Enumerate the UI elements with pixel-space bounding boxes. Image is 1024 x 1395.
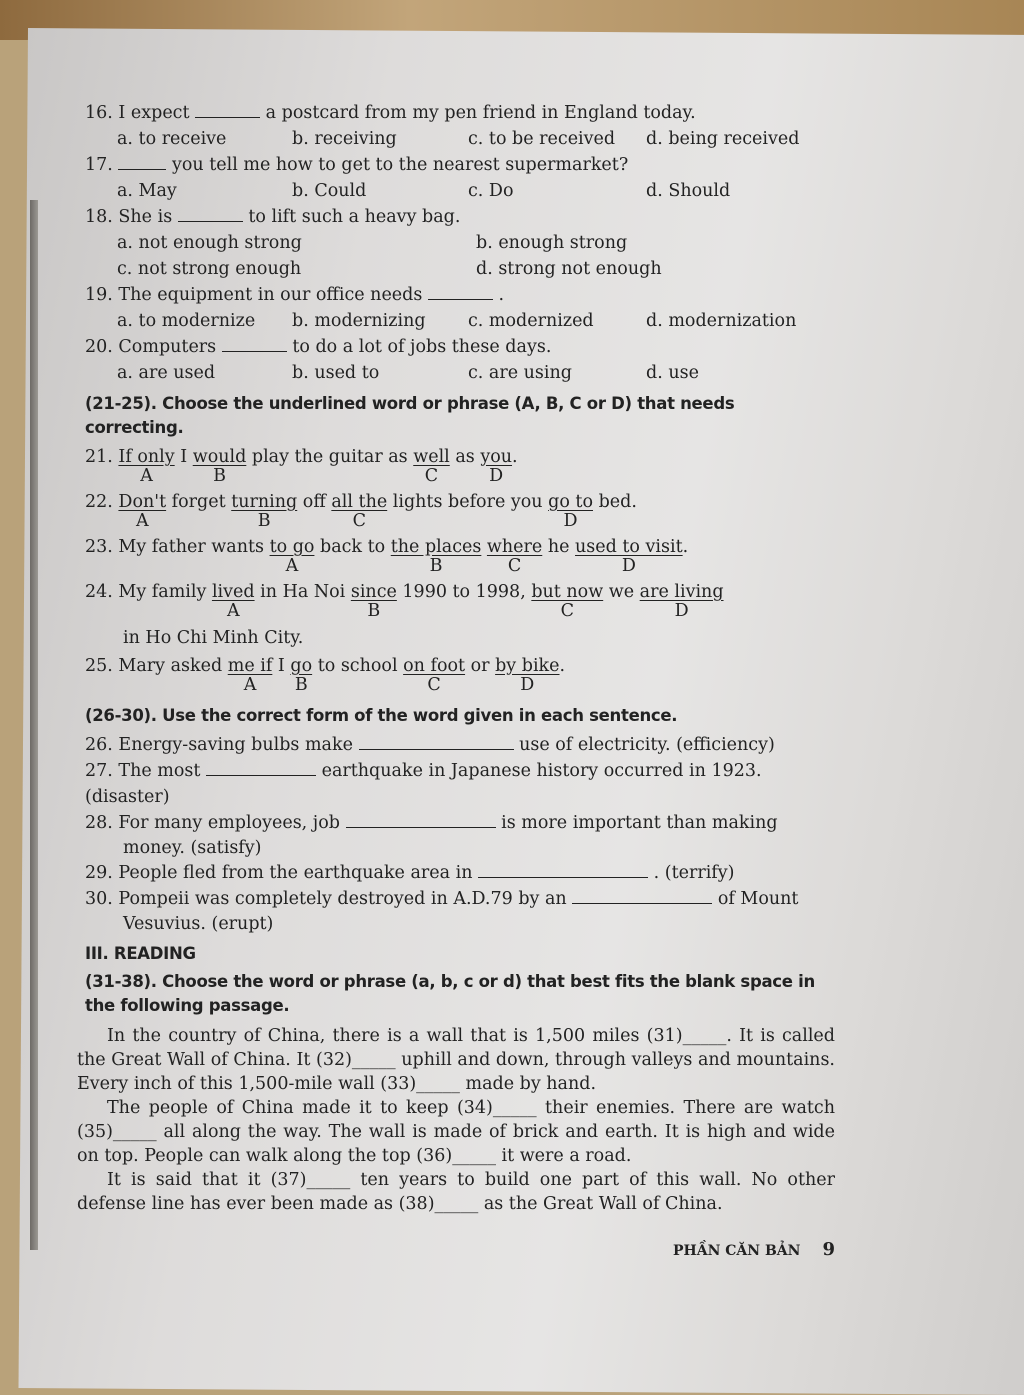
answer-options <box>85 308 835 334</box>
underlined-option[interactable] <box>403 653 466 695</box>
option-letter: D <box>674 601 689 621</box>
answer-option[interactable]: c. to be received <box>468 129 616 149</box>
sentence-text: . <box>559 656 566 676</box>
stem-after: of Mount <box>717 889 799 909</box>
section-heading-21-25: (21-25). Choose the underlined word or phrase (A, B, C or D) that needs correcting. <box>85 394 735 437</box>
answer-option[interactable]: c. not strong enough <box>117 259 302 279</box>
error-correction-section <box>85 444 835 698</box>
stem-before: Pompeii was completely destroyed in A.D.79 by an <box>118 889 567 909</box>
answer-blank[interactable] <box>428 283 493 300</box>
passage-paragraph: It is said that it (37)_____ ten years to build one part of this wall. No other defense line has ever been made as (38)_____ as the Great Wall of China. <box>77 1170 835 1214</box>
exercise-content <box>77 100 835 1263</box>
underlined-option[interactable] <box>486 534 543 576</box>
page-footer <box>85 1238 835 1263</box>
section-heading-31-38: (31-38). Choose the word or phrase (a, b, c or d) that best fits the blank space in the following passage. <box>85 972 815 1015</box>
question-17 <box>85 152 835 204</box>
question-29 <box>85 860 835 886</box>
question-number: 25. <box>85 656 113 676</box>
underlined-text: would <box>192 447 247 467</box>
question-stem <box>85 334 835 360</box>
option-letter: D <box>489 466 504 486</box>
stem-after: . (terrify) <box>653 863 735 883</box>
option-letter: B <box>367 601 381 621</box>
answer-option[interactable]: b. modernizing <box>292 311 426 331</box>
stem-after: . <box>498 285 505 305</box>
sentence-text: or <box>465 656 496 676</box>
answer-option[interactable]: c. are using <box>468 363 572 383</box>
question-number: 21. <box>85 447 113 467</box>
underlined-option[interactable] <box>390 534 482 576</box>
answer-blank[interactable] <box>478 861 648 878</box>
question-21 <box>85 444 835 489</box>
sentence-text: off <box>297 492 332 512</box>
underlined-option[interactable] <box>118 444 175 486</box>
answer-option[interactable]: d. use <box>646 363 699 383</box>
stem-before: Computers <box>118 337 217 357</box>
stem-after: use of electricity. (efficiency) <box>519 735 775 755</box>
underlined-text: well <box>413 447 450 467</box>
answer-option[interactable]: c. Do <box>468 181 514 201</box>
question-number: 18. <box>85 207 113 227</box>
stem-after: to do a lot of jobs these days. <box>292 337 552 357</box>
sentence-text: forget <box>166 492 232 512</box>
sentence-text: to school <box>312 656 404 676</box>
sentence-text: My father wants <box>118 537 270 557</box>
stem-before: Energy-saving bulbs make <box>118 735 353 755</box>
sentence-text: play the guitar as <box>246 447 414 467</box>
sentence-text: . <box>512 447 518 467</box>
underlined-text: the places <box>390 537 482 557</box>
stem-before: I expect <box>118 103 190 123</box>
footer-label: PHẦN CĂN BẢN <box>673 1243 801 1259</box>
underlined-option[interactable] <box>639 579 724 621</box>
option-letter: A <box>226 601 240 621</box>
answer-option[interactable]: b. Could <box>292 181 367 201</box>
underlined-option[interactable] <box>413 444 450 486</box>
reading-passage <box>77 1024 835 1216</box>
question-23 <box>85 534 835 579</box>
answer-blank[interactable] <box>572 887 712 904</box>
stem-after: you tell me how to get to the nearest supermarket? <box>172 155 629 175</box>
sentence-text: 1990 to 1998, <box>396 582 532 602</box>
question-stem <box>85 152 835 178</box>
sentence-text: bed. <box>593 492 637 512</box>
sentence-text: we <box>603 582 640 602</box>
underlined-text: are living <box>639 582 724 602</box>
page-number: 9 <box>822 1239 835 1260</box>
underlined-option[interactable] <box>480 444 513 486</box>
underlined-text: all the <box>331 492 388 512</box>
question-28 <box>85 810 835 860</box>
underlined-option[interactable] <box>350 579 397 621</box>
question-number: 26. <box>85 735 113 755</box>
option-letter: D <box>621 556 636 576</box>
stem-before: For many employees, job <box>118 813 340 833</box>
stem-after: earthquake in Japanese history occurred in 1923. (disaster) <box>85 761 762 807</box>
question-16 <box>85 100 835 152</box>
answer-blank[interactable] <box>346 811 496 828</box>
question-30 <box>85 886 835 936</box>
option-letter: B <box>213 466 226 486</box>
underlined-text: where <box>486 537 543 557</box>
answer-option[interactable]: d. being received <box>646 129 800 149</box>
word-form-section <box>85 732 835 936</box>
sentence-text: My family <box>118 582 212 602</box>
question-number: 23. <box>85 537 113 557</box>
underlined-text: to go <box>269 537 315 557</box>
option-letter: A <box>140 466 153 486</box>
answer-options <box>85 360 835 386</box>
multiple-choice-section <box>85 100 835 386</box>
option-letter: B <box>257 511 271 531</box>
sentence-text: he <box>542 537 576 557</box>
answer-option[interactable]: a. to modernize <box>117 311 256 331</box>
section-title-reading: III. READING <box>85 944 196 963</box>
underlined-option[interactable] <box>548 489 593 531</box>
answer-option[interactable]: c. modernized <box>468 311 594 331</box>
underlined-text: used to visit <box>575 537 683 557</box>
underlined-text: go to <box>548 492 593 512</box>
sentence-text: lights before you <box>387 492 549 512</box>
underlined-text: me if <box>227 656 273 676</box>
underlined-text: on foot <box>403 656 466 676</box>
question-number: 17. <box>85 155 113 175</box>
underlined-option[interactable] <box>227 653 273 695</box>
answer-option[interactable]: a. May <box>117 181 177 201</box>
answer-options <box>85 126 835 152</box>
sentence-text: Mary asked <box>118 656 228 676</box>
underlined-option[interactable] <box>531 579 604 621</box>
underlined-option[interactable] <box>495 653 560 695</box>
question-27 <box>85 758 835 810</box>
answer-blank[interactable] <box>178 205 243 222</box>
stem-after: is more important than making <box>501 813 778 833</box>
question-number: 30. <box>85 889 113 909</box>
question-number: 19. <box>85 285 113 305</box>
option-letter: D <box>563 511 578 531</box>
answer-option[interactable]: b. enough strong <box>476 233 628 253</box>
question-stem <box>85 100 835 126</box>
answer-option[interactable]: b. receiving <box>292 129 397 149</box>
answer-option[interactable]: b. used to <box>292 363 380 383</box>
question-stem <box>85 282 835 308</box>
option-letter: B <box>429 556 443 576</box>
stem-after: to lift such a heavy bag. <box>248 207 461 227</box>
question-number: 20. <box>85 337 113 357</box>
option-letter: A <box>243 675 257 695</box>
underlined-option[interactable] <box>331 489 388 531</box>
sentence-text: as <box>449 447 481 467</box>
passage-paragraph: In the country of China, there is a wall that is 1,500 miles (31)_____. It is called the Great Wall of China. It (32)_____ uphill and down, through valleys and mountains. Every inch of this 1,500-mile wall (33)_____ made by hand. <box>77 1026 835 1094</box>
question-25 <box>85 653 835 698</box>
answer-option[interactable]: a. not enough strong <box>117 233 302 253</box>
sentence-text: I <box>272 656 291 676</box>
stem-before: She is <box>118 207 173 227</box>
question-19 <box>85 282 835 334</box>
question-24 <box>85 579 835 651</box>
option-letter: A <box>285 556 299 576</box>
underlined-option[interactable] <box>231 489 298 531</box>
stem-before: The most <box>118 761 201 781</box>
answer-options <box>85 178 835 204</box>
answer-blank[interactable] <box>118 153 166 170</box>
underlined-text: you <box>480 447 513 467</box>
sentence-continuation: money. (satisfy) <box>123 838 262 858</box>
question-26 <box>85 732 835 758</box>
passage-paragraph: The people of China made it to keep (34)_____ their enemies. There are watch (35)_____ all along the way. The wall is made of brick and earth. It is high and wide on top. People can walk along the top (36)_____ it were a road. <box>77 1098 835 1166</box>
question-number: 16. <box>85 103 113 123</box>
answer-blank[interactable] <box>222 335 287 352</box>
sentence-text: . <box>682 537 689 557</box>
option-letter: C <box>352 511 366 531</box>
book-binding-edge <box>30 200 38 1250</box>
answer-option[interactable]: d. Should <box>646 181 731 201</box>
underlined-text: Don't <box>118 492 167 512</box>
underlined-option[interactable] <box>290 653 313 695</box>
sentence-text: I <box>174 447 193 467</box>
answer-options <box>85 256 835 282</box>
underlined-text: lived <box>211 582 255 602</box>
underlined-option[interactable] <box>211 579 255 621</box>
underlined-text: go <box>290 656 313 676</box>
sentence-continuation: Vesuvius. (erupt) <box>123 914 274 934</box>
question-number: 28. <box>85 813 113 833</box>
answer-blank[interactable] <box>359 733 514 750</box>
section-heading-26-30: (26-30). Use the correct form of the word given in each sentence. <box>85 706 678 725</box>
underlined-text: since <box>350 582 397 602</box>
question-number: 24. <box>85 582 113 602</box>
question-22 <box>85 489 835 534</box>
question-number: 29. <box>85 863 113 883</box>
stem-before: The equipment in our office needs <box>118 285 423 305</box>
underlined-text: but now <box>531 582 604 602</box>
stem-before: People fled from the earthquake area in <box>118 863 473 883</box>
underlined-option[interactable] <box>269 534 315 576</box>
underlined-option[interactable] <box>575 534 683 576</box>
answer-option[interactable]: d. strong not enough <box>476 259 662 279</box>
answer-option[interactable]: a. to receive <box>117 129 227 149</box>
sentence-text: back to <box>314 537 391 557</box>
underlined-option[interactable] <box>118 489 167 531</box>
option-letter: D <box>520 675 535 695</box>
answer-options <box>85 230 835 256</box>
answer-blank[interactable] <box>195 101 260 118</box>
option-letter: A <box>135 511 149 531</box>
answer-blank[interactable] <box>206 759 316 776</box>
stem-after: a postcard from my pen friend in England today. <box>265 103 696 123</box>
sentence-continuation: in Ho Chi Minh City. <box>123 628 304 648</box>
option-letter: B <box>294 675 308 695</box>
question-18 <box>85 204 835 282</box>
question-number: 27. <box>85 761 113 781</box>
option-letter: C <box>507 556 522 576</box>
sentence-text: in Ha Noi <box>254 582 351 602</box>
option-letter: C <box>424 466 439 486</box>
question-number: 22. <box>85 492 113 512</box>
underlined-option[interactable] <box>192 444 247 486</box>
question-20 <box>85 334 835 386</box>
question-stem <box>85 204 835 230</box>
underlined-text: turning <box>231 492 298 512</box>
underlined-text: by bike <box>495 656 560 676</box>
option-letter: C <box>560 601 574 621</box>
answer-option[interactable]: d. modernization <box>646 311 797 331</box>
underlined-text: If only <box>118 447 175 467</box>
option-letter: C <box>427 675 441 695</box>
answer-option[interactable]: a. are used <box>117 363 216 383</box>
